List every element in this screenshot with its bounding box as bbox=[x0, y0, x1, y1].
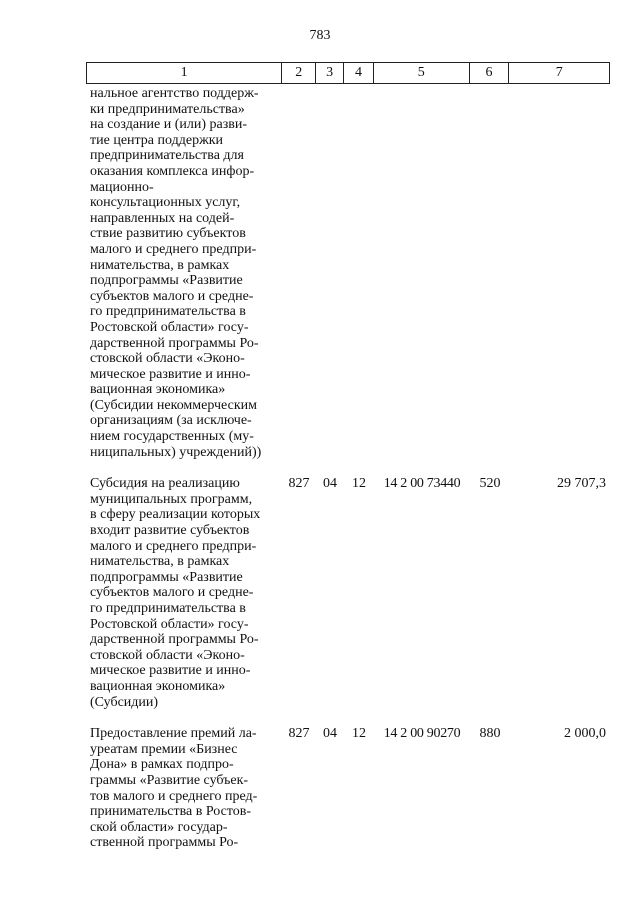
table-row bbox=[86, 726, 610, 851]
row-expense-type bbox=[470, 86, 510, 460]
table-row bbox=[86, 476, 610, 710]
row-subsection-code: 12 bbox=[352, 726, 366, 742]
row-ministry-code bbox=[282, 86, 316, 460]
row-expense-type: 520 bbox=[479, 476, 501, 492]
table-body bbox=[86, 86, 610, 867]
row-ministry-code: 827 bbox=[288, 476, 310, 492]
header-col-3: 3 bbox=[316, 63, 344, 83]
header-col-7: 7 bbox=[555, 65, 563, 80]
row-section-code bbox=[316, 86, 344, 460]
row-section-code: 04 bbox=[323, 476, 337, 492]
header-col-4: 4 bbox=[344, 63, 374, 83]
row-expense-type: 880 bbox=[479, 726, 501, 742]
table-row bbox=[86, 86, 610, 460]
page-number: 783 bbox=[309, 28, 331, 43]
row-description: Субсидия на реализацию муниципальных программ, в сферу реализации которых входит развитие субъектов малого и среднего предпри- нимательства, в рамках подпрограммы «Развитие субъектов малого и средне- го предпринимательства в Ростовской области» госу- дарственной программы Ро- стовской области «Эконо- мическое развитие и инно- вационная экономика» (Субсидии) bbox=[90, 476, 261, 710]
row-amount: 2 000,0 bbox=[564, 726, 606, 742]
row-subsection-code: 12 bbox=[352, 476, 366, 492]
row-amount: 29 707,3 bbox=[557, 476, 606, 492]
header-col-1: 1 bbox=[87, 63, 282, 83]
header-col-6: 6 bbox=[470, 63, 510, 83]
row-ministry-code: 827 bbox=[288, 726, 310, 742]
header-col-5: 5 bbox=[374, 63, 470, 83]
row-description: нальное агентство поддерж- ки предпринимательства» на создание и (или) разви- тие центра поддержки предпринимательства для оказания комплекса инфор- мационно- консультационных услуг, направленных на содей- ствие развитию субъектов малого и среднего предпри- нимательства, в рамках подпрограммы «Развитие субъектов малого и средне- го предпринимательства в Ростовской области» госу- дарственной программы Ро- стовской области «Эконо- мическое развитие и инно- вационная экономика» (Субсидии некоммерческим организациям (за исключе- нием государственных (му- ниципальных) учреждений)) bbox=[90, 86, 262, 460]
row-subsection-code bbox=[344, 86, 374, 460]
row-description: Предоставление премий ла- уреатам премии «Бизнес Дона» в рамках подпро- граммы «Развитие субъек- тов малого и среднего пред- принимательства в Ростов- ской области» государ- ственной программы Ро- bbox=[90, 726, 258, 851]
table-header bbox=[86, 62, 610, 84]
header-col-2: 2 bbox=[282, 63, 316, 83]
row-target-article bbox=[374, 86, 470, 460]
row-target-article: 14 2 00 73440 bbox=[383, 476, 461, 492]
row-amount bbox=[510, 86, 610, 460]
row-section-code: 04 bbox=[323, 726, 337, 742]
row-target-article: 14 2 00 90270 bbox=[383, 726, 461, 742]
